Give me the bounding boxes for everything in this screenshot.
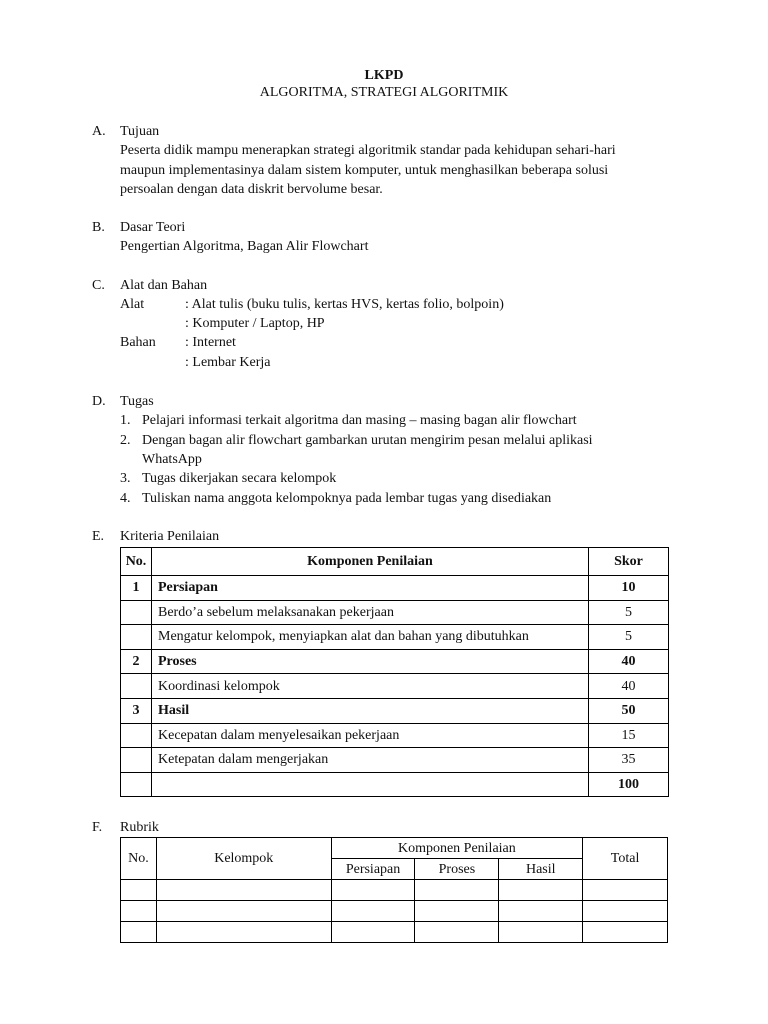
task-number: 4. [120, 491, 131, 506]
kriteria-penilaian-table [120, 547, 669, 797]
cell-no: 1 [121, 576, 152, 601]
empty-cell[interactable] [499, 922, 583, 943]
alat-item: : Alat tulis (buku tulis, kertas HVS, kertas folio, bolpoin) [185, 297, 504, 312]
cell-skor: 5 [589, 600, 669, 625]
empty-cell[interactable] [499, 880, 583, 901]
empty-cell[interactable] [156, 901, 331, 922]
section-d-heading: Tugas [120, 394, 154, 409]
table-row [121, 600, 669, 625]
header-komponen: Komponen Penilaian [152, 548, 589, 576]
empty-cell[interactable] [156, 880, 331, 901]
alat-label: Alat [120, 297, 145, 312]
table-row [121, 723, 669, 748]
task-text-continuation: WhatsApp [142, 452, 202, 467]
empty-cell[interactable] [583, 922, 668, 943]
empty-cell[interactable] [331, 880, 415, 901]
cell-skor: 5 [589, 625, 669, 650]
cell-komponen: Hasil [152, 698, 589, 723]
bahan-item: : Lembar Kerja [185, 355, 271, 370]
table-row [121, 698, 669, 723]
cell-komponen: Berdo’a sebelum melaksanakan pekerjaan [152, 600, 589, 625]
rubrik-header-kelompok: Kelompok [156, 838, 331, 880]
bahan-label: Bahan [120, 335, 156, 350]
cell-komponen: Persiapan [152, 576, 589, 601]
section-a-line: Peserta didik mampu menerapkan strategi algoritmik standar pada kehidupan sehari-hari [120, 143, 616, 158]
cell-no: 2 [121, 649, 152, 674]
table-row [121, 576, 669, 601]
cell-skor: 50 [589, 698, 669, 723]
cell-total-skor: 100 [589, 772, 669, 797]
table-row [121, 649, 669, 674]
bahan-item: : Internet [185, 335, 236, 350]
rubrik-subheader-hasil: Hasil [499, 859, 583, 880]
cell-komponen: Proses [152, 649, 589, 674]
section-d-letter: D. [92, 394, 106, 409]
section-e-letter: E. [92, 529, 105, 544]
cell-no: 3 [121, 698, 152, 723]
section-c-letter: C. [92, 278, 105, 293]
task-number: 2. [120, 433, 131, 448]
section-b-heading: Dasar Teori [120, 220, 186, 235]
section-b-text: Pengertian Algoritma, Bagan Alir Flowchart [120, 239, 369, 254]
empty-cell[interactable] [156, 922, 331, 943]
cell-skor: 35 [589, 748, 669, 773]
section-f-heading: Rubrik [120, 820, 159, 835]
table-row [121, 625, 669, 650]
rubrik-empty-row [121, 901, 668, 922]
rubrik-table [120, 837, 668, 943]
task-number: 3. [120, 471, 131, 486]
cell-skor: 40 [589, 649, 669, 674]
cell-komponen: Ketepatan dalam mengerjakan [152, 748, 589, 773]
document-subtitle: ALGORITMA, STRATEGI ALGORITMIK [259, 85, 509, 100]
cell-no [121, 674, 152, 699]
task-text: Tuliskan nama anggota kelompoknya pada lembar tugas yang disediakan [142, 491, 552, 506]
cell-no [121, 772, 152, 797]
task-text: Pelajari informasi terkait algoritma dan masing – masing bagan alir flowchart [142, 413, 577, 428]
empty-cell[interactable] [583, 901, 668, 922]
cell-no [121, 625, 152, 650]
document-title: LKPD [364, 68, 404, 83]
table-row [121, 674, 669, 699]
table-row [121, 748, 669, 773]
alat-item: : Komputer / Laptop, HP [185, 316, 325, 331]
rubrik-subheader-persiapan: Persiapan [331, 859, 415, 880]
cell-komponen: Koordinasi kelompok [152, 674, 589, 699]
table-header-row [121, 548, 669, 576]
cell-no [121, 600, 152, 625]
section-a-line: persoalan dengan data diskrit bervolume besar. [120, 182, 383, 197]
empty-cell[interactable] [583, 880, 668, 901]
section-e-heading: Kriteria Penilaian [120, 529, 220, 544]
table-total-row [121, 772, 669, 797]
section-f-letter: F. [92, 820, 103, 835]
cell-skor: 10 [589, 576, 669, 601]
rubrik-empty-row [121, 880, 668, 901]
header-skor: Skor [589, 548, 669, 576]
empty-cell[interactable] [121, 880, 157, 901]
cell-no [121, 748, 152, 773]
cell-no [121, 723, 152, 748]
task-number: 1. [120, 413, 131, 428]
cell-skor: 15 [589, 723, 669, 748]
cell-komponen: Kecepatan dalam menyelesaikan pekerjaan [152, 723, 589, 748]
cell-komponen: Mengatur kelompok, menyiapkan alat dan bahan yang dibutuhkan [152, 625, 589, 650]
rubrik-header-komponen: Komponen Penilaian [331, 838, 583, 859]
section-a-letter: A. [92, 124, 106, 139]
rubrik-header-row [121, 838, 668, 859]
task-text: Tugas dikerjakan secara kelompok [142, 471, 337, 486]
cell-komponen [152, 772, 589, 797]
rubrik-subheader-proses: Proses [415, 859, 499, 880]
cell-skor: 40 [589, 674, 669, 699]
rubrik-header-no: No. [121, 838, 157, 880]
empty-cell[interactable] [415, 880, 499, 901]
header-no: No. [121, 548, 152, 576]
empty-cell[interactable] [415, 901, 499, 922]
rubrik-header-total: Total [583, 838, 668, 880]
empty-cell[interactable] [331, 922, 415, 943]
section-a-heading: Tujuan [120, 124, 160, 139]
section-a-line: maupun implementasinya dalam sistem komputer, untuk menghasilkan beberapa solusi [120, 163, 609, 178]
empty-cell[interactable] [121, 901, 157, 922]
empty-cell[interactable] [415, 922, 499, 943]
rubrik-empty-row [121, 922, 668, 943]
section-b-letter: B. [92, 220, 105, 235]
section-c-heading: Alat dan Bahan [120, 278, 208, 293]
empty-cell[interactable] [499, 901, 583, 922]
task-text: Dengan bagan alir flowchart gambarkan urutan mengirim pesan melalui aplikasi [142, 433, 593, 448]
empty-cell[interactable] [331, 901, 415, 922]
empty-cell[interactable] [121, 922, 157, 943]
